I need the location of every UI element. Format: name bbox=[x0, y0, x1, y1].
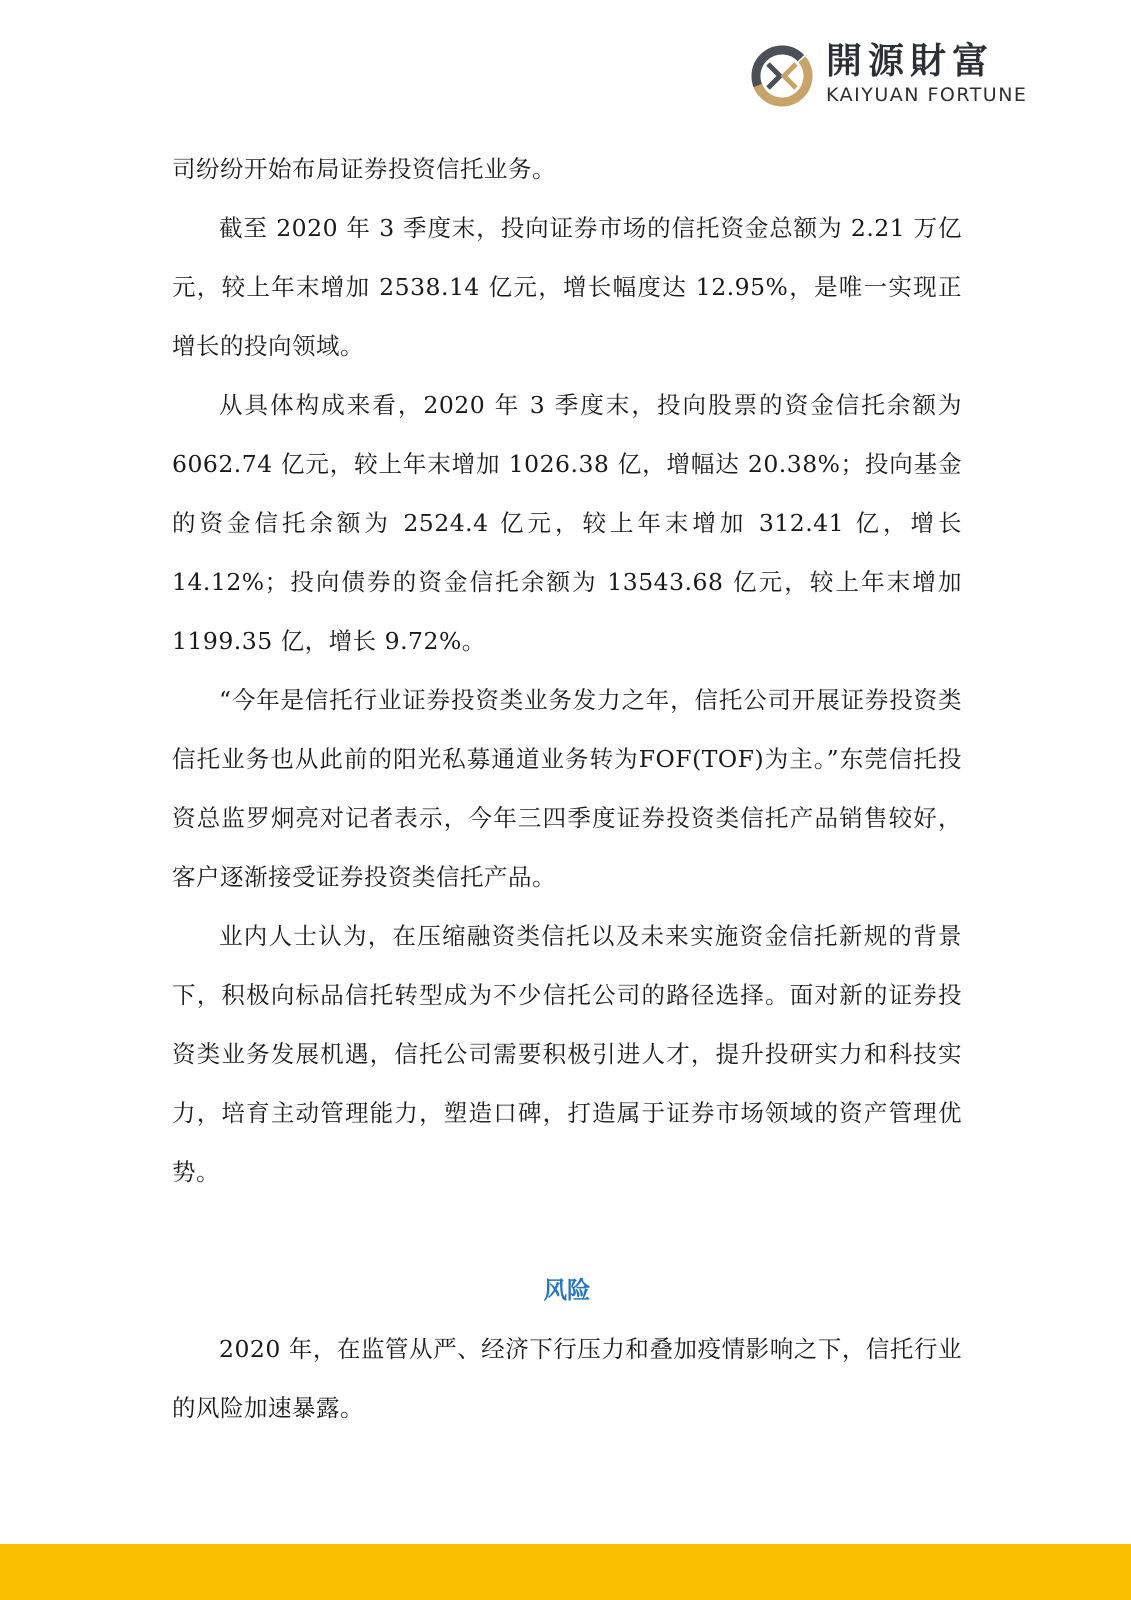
section-heading-risk: 风险 bbox=[543, 1276, 591, 1304]
logo-english-name: KAIYUAN FORTUNE bbox=[826, 84, 1028, 106]
paragraph-quote: “今年是信托行业证券投资类业务发力之年，信托公司开展证券投资类信托业务也从此前的阳光私募通道业务转为FOF(TOF)为主。”东莞信托投资总监罗炯亮对记者表示，今年三四季度证券投资类信托产品销售较好，客户逐渐接受证券投资类信托产品。 bbox=[172, 686, 962, 891]
paragraph-industry-view: 业内人士认为，在压缩融资类信托以及未来实施资金信托新规的背景下，积极向标品信托转型成为不少信托公司的路径选择。面对新的证券投资类业务发展机遇，信托公司需要积极引进人才，提升投研实力和科技实力，培育主动管理能力，塑造口碑，打造属于证券市场领域的资产管理优势。 bbox=[172, 922, 962, 1186]
paragraph-continuation: 司纷纷开始布局证券投资信托业务。 bbox=[172, 155, 556, 183]
company-logo bbox=[750, 40, 1050, 110]
document-body bbox=[172, 140, 962, 1438]
footer-bar bbox=[0, 1544, 1131, 1600]
paragraph-risk: 2020 年，在监管从严、经济下行压力和叠加疫情影响之下，信托行业的风险加速暴露。 bbox=[172, 1335, 962, 1422]
kaiyuan-logo-icon bbox=[750, 44, 814, 108]
paragraph-composition: 从具体构成来看，2020 年 3 季度末，投向股票的资金信托余额为 6062.74 亿元，较上年末增加 1026.38 亿，增幅达 20.38%；投向基金的资金信托余额为 2524.4 亿元，较上年末增加 312.41 亿，增长 14.12%；投向债券的资金信托余额为 13543.68 亿元，较上年末增加 1199.35 亿，增长 9.72%。 bbox=[172, 391, 962, 655]
paragraph-securities-total: 截至 2020 年 3 季度末，投向证券市场的信托资金总额为 2.21 万亿元，较上年末增加 2538.14 亿元，增长幅度达 12.95%，是唯一实现正增长的投向领域。 bbox=[172, 214, 962, 360]
logo-chinese-name: 開源財富 bbox=[826, 41, 995, 82]
